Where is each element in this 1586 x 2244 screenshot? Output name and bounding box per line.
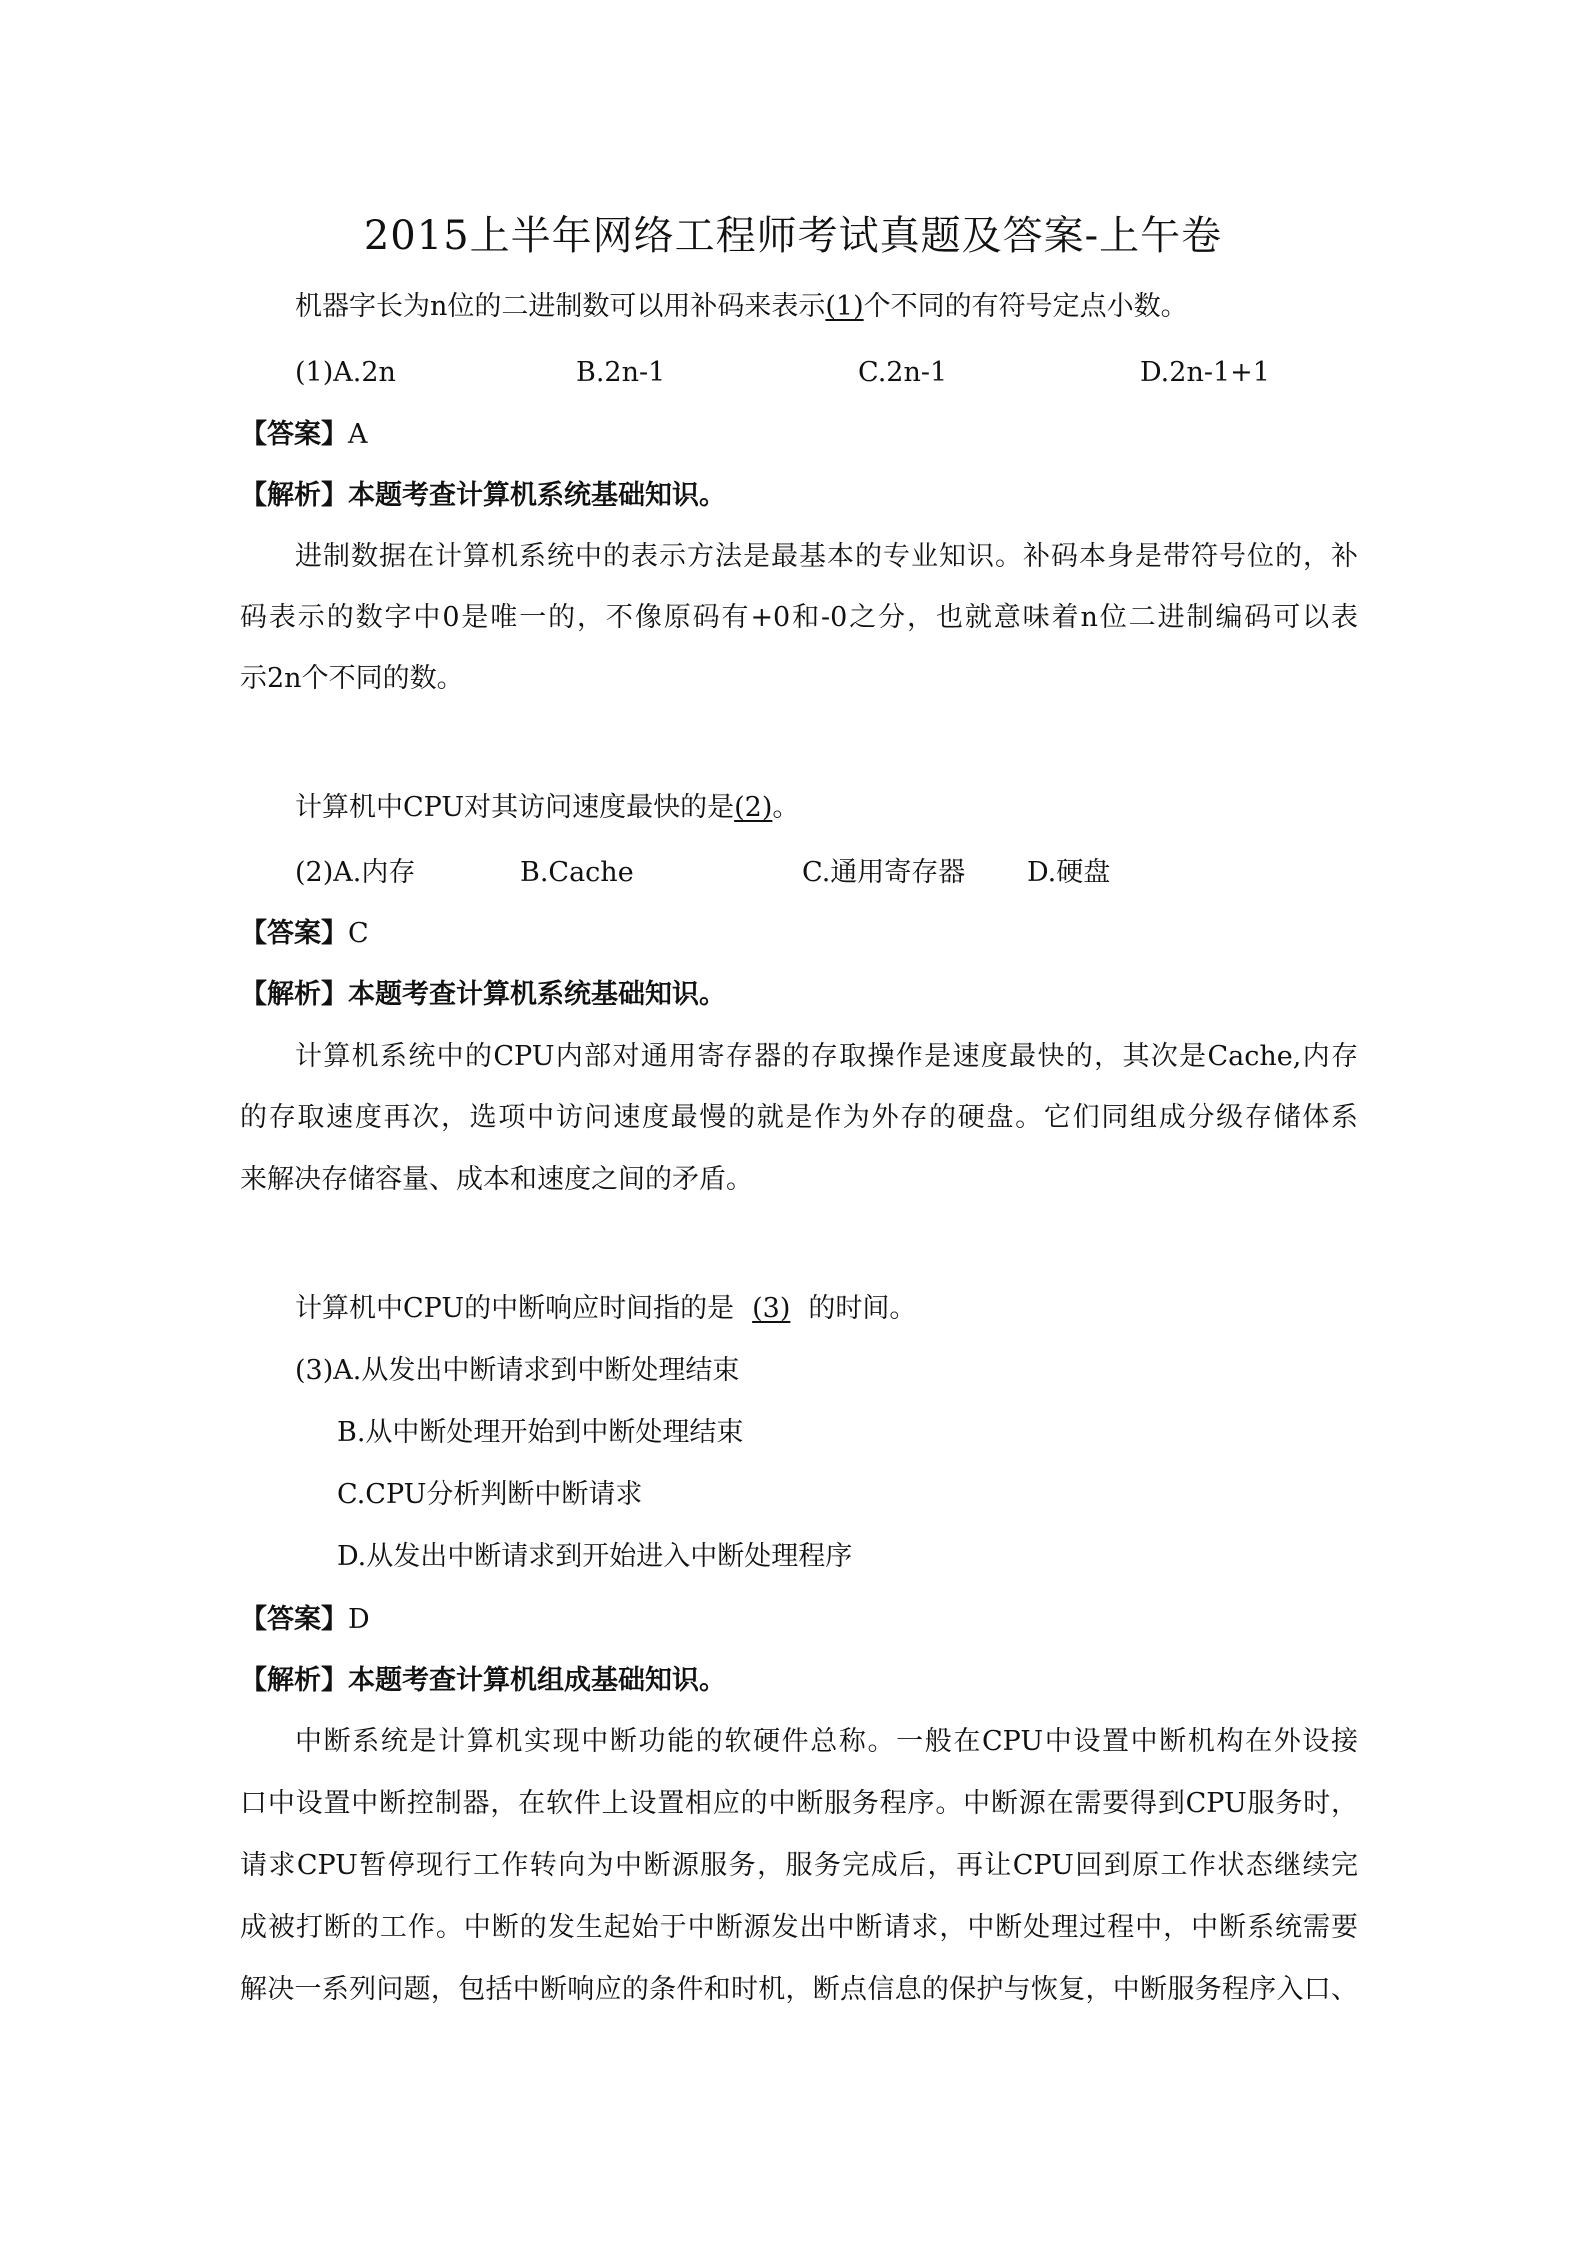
question-1-option-c: C.2n-1 bbox=[858, 357, 948, 388]
question-3-explanation-line: 中断系统是计算机实现中断功能的软硬件总称。一般在CPU中设置中断机构在外设接 bbox=[295, 1726, 1358, 1757]
question-3-explanation-line: 成被打断的工作。中断的发生起始于中断源发出中断请求，中断处理过程中，中断系统需要 bbox=[240, 1912, 1358, 1943]
question-1-answer bbox=[240, 415, 368, 455]
question-1-stem-after: 个不同的有符号定点小数。 bbox=[863, 291, 1188, 322]
page-title: 2015上半年网络工程师考试真题及答案-上午卷 bbox=[363, 213, 1223, 259]
answer-value: D bbox=[348, 1604, 370, 1635]
question-3-option-b: B.从中断处理开始到中断处理结束 bbox=[337, 1417, 744, 1448]
question-2-analysis-label: 【解析】本题考查计算机系统基础知识。 bbox=[240, 979, 726, 1010]
question-2-explanation-line: 计算机系统中的CPU内部对通用寄存器的存取操作是速度最快的，其次是Cache,内存 bbox=[295, 1041, 1358, 1072]
question-1-option-b: B.2n-1 bbox=[576, 357, 666, 388]
question-3-explanation-line: 解决一系列问题，包括中断响应的条件和时机，断点信息的保护与恢复，中断服务程序入口、 bbox=[240, 1974, 1358, 2005]
question-1-option-a: (1)A.2n bbox=[295, 357, 396, 388]
question-2-stem-before: 计算机中CPU对其访问速度最快的是 bbox=[295, 792, 735, 823]
question-2-option-c: C.通用寄存器 bbox=[802, 857, 966, 888]
question-3-stem-after: 的时间。 bbox=[808, 1293, 917, 1324]
question-1-stem bbox=[295, 287, 1188, 327]
answer-label: 【答案】 bbox=[240, 918, 348, 949]
question-3-stem-before: 计算机中CPU的中断响应时间指的是 bbox=[295, 1293, 735, 1324]
question-2-stem-after: 。 bbox=[772, 792, 800, 823]
question-1-explanation-line: 码表示的数字中0是唯一的，不像原码有+0和-0之分，也就意味着n位二进制编码可以表 bbox=[240, 602, 1358, 633]
question-2-stem bbox=[295, 788, 799, 828]
question-2-option-d: D.硬盘 bbox=[1027, 857, 1111, 888]
question-3-answer bbox=[240, 1600, 370, 1640]
question-2-explanation-line: 的存取速度再次，选项中访问速度最慢的就是作为外存的硬盘。它们同组成分级存储体系 bbox=[240, 1102, 1358, 1133]
question-3-option-a: (3)A.从发出中断请求到中断处理结束 bbox=[295, 1355, 740, 1386]
question-2-option-b: B.Cache bbox=[520, 857, 634, 888]
question-3-analysis-label: 【解析】本题考查计算机组成基础知识。 bbox=[240, 1665, 726, 1696]
answer-label: 【答案】 bbox=[240, 1604, 348, 1635]
question-3-option-d: D.从发出中断请求到开始进入中断处理程序 bbox=[337, 1541, 853, 1572]
question-1-option-d: D.2n-1+1 bbox=[1140, 357, 1270, 388]
question-3-explanation-line: 请求CPU暂停现行工作转向为中断源服务，服务完成后，再让CPU回到原工作状态继续完 bbox=[240, 1850, 1358, 1881]
question-3-blank: (3) bbox=[752, 1293, 791, 1324]
question-1-explanation-line: 示2n个不同的数。 bbox=[240, 663, 464, 694]
question-3-explanation-line: 口中设置中断控制器，在软件上设置相应的中断服务程序。中断源在需要得到CPU服务时， bbox=[240, 1788, 1358, 1819]
question-3-stem bbox=[295, 1289, 916, 1329]
answer-value: C bbox=[348, 918, 369, 949]
question-1-stem-before: 机器字长为n位的二进制数可以用补码来表示 bbox=[295, 291, 826, 322]
answer-label: 【答案】 bbox=[240, 419, 348, 450]
question-3-option-c: C.CPU分析判断中断请求 bbox=[337, 1479, 643, 1510]
question-2-explanation-line: 来解决存储容量、成本和速度之间的矛盾。 bbox=[240, 1164, 753, 1195]
question-1-blank: (1) bbox=[825, 291, 864, 322]
question-2-answer bbox=[240, 914, 369, 954]
answer-value: A bbox=[348, 419, 368, 450]
question-2-blank: (2) bbox=[734, 792, 773, 823]
question-1-analysis-label: 【解析】本题考查计算机系统基础知识。 bbox=[240, 480, 726, 511]
question-2-option-a: (2)A.内存 bbox=[295, 857, 416, 888]
question-1-explanation-line: 进制数据在计算机系统中的表示方法是最基本的专业知识。补码本身是带符号位的，补 bbox=[295, 541, 1358, 572]
